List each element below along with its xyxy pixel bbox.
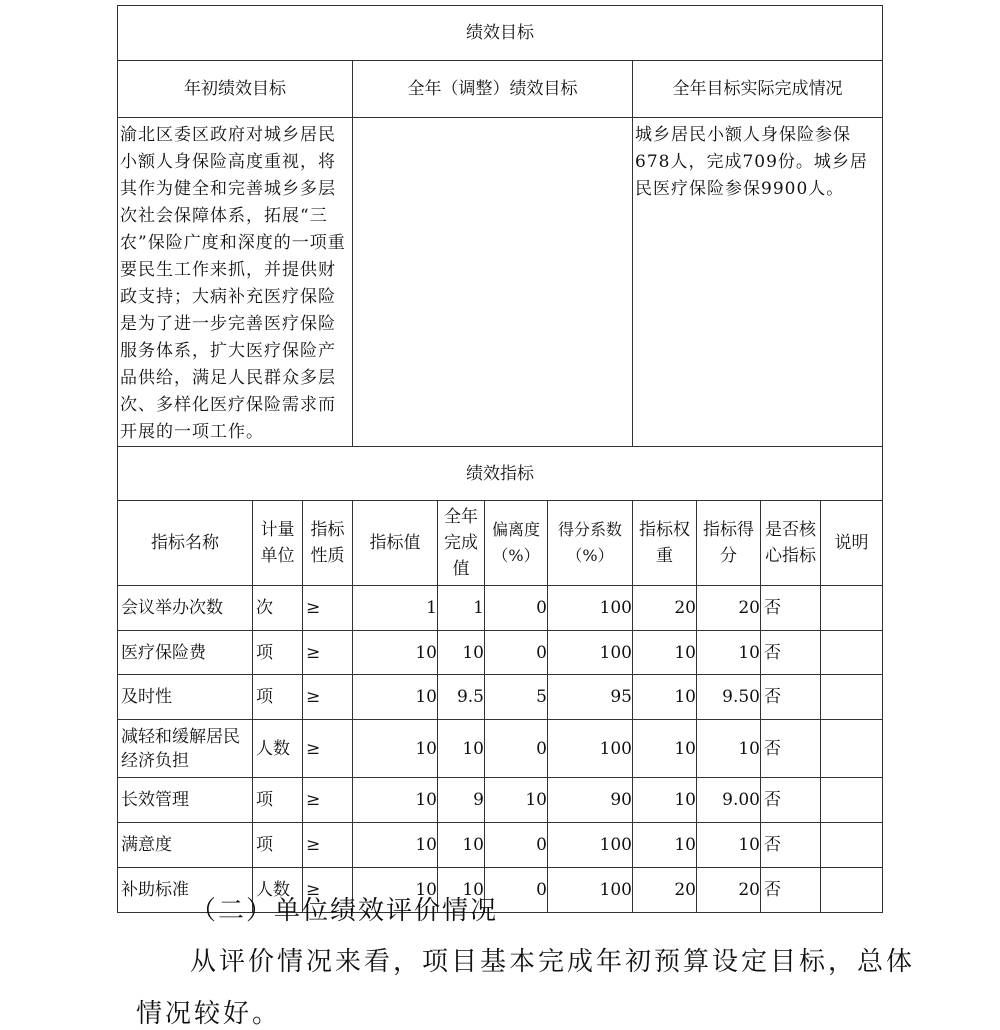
indicator-actual: 10 bbox=[438, 823, 485, 868]
section2-paragraph-line1: 从评价情况来看，项目基本完成年初预算设定目标，总体 bbox=[190, 947, 916, 977]
indicator-target: 10 bbox=[353, 675, 438, 720]
indicator-name: 长效管理 bbox=[118, 778, 253, 823]
indicator-nature: ≥ bbox=[303, 778, 353, 823]
indicator-nature: ≥ bbox=[303, 631, 353, 675]
indicator-deviation: 0 bbox=[485, 631, 548, 675]
indicator-actual: 10 bbox=[438, 868, 485, 913]
indicator-core: 否 bbox=[761, 675, 821, 720]
indicator-note bbox=[821, 868, 883, 913]
indicator-unit: 项 bbox=[253, 631, 303, 675]
indicator-nature: ≥ bbox=[303, 675, 353, 720]
indicator-coef: 95 bbox=[548, 675, 633, 720]
indicators-section-header: 绩效指标 bbox=[118, 447, 883, 501]
col-header-core: 是否核心指标 bbox=[761, 501, 821, 586]
indicator-note bbox=[821, 631, 883, 675]
indicator-note bbox=[821, 823, 883, 868]
indicator-deviation: 0 bbox=[485, 823, 548, 868]
indicator-target: 10 bbox=[353, 720, 438, 778]
col-header-weight: 指标权重 bbox=[633, 501, 697, 586]
indicator-actual: 9.5 bbox=[438, 675, 485, 720]
col-header-target: 指标值 bbox=[353, 501, 438, 586]
indicator-unit: 人数 bbox=[253, 720, 303, 778]
indicator-nature: ≥ bbox=[303, 586, 353, 631]
indicator-core: 否 bbox=[761, 631, 821, 675]
indicator-core: 否 bbox=[761, 586, 821, 631]
indicator-target: 1 bbox=[353, 586, 438, 631]
indicator-unit: 项 bbox=[253, 675, 303, 720]
table-row bbox=[118, 720, 883, 778]
indicator-name: 补助标准 bbox=[118, 868, 253, 913]
table-row bbox=[118, 586, 883, 631]
indicator-actual: 1 bbox=[438, 586, 485, 631]
indicator-name: 会议举办次数 bbox=[118, 586, 253, 631]
indicator-core: 否 bbox=[761, 823, 821, 868]
indicator-name: 减轻和缓解居民经济负担 bbox=[118, 720, 253, 778]
indicator-actual: 10 bbox=[438, 631, 485, 675]
indicator-name: 及时性 bbox=[118, 675, 253, 720]
indicator-deviation: 0 bbox=[485, 720, 548, 778]
col-header-actual: 全年完成值 bbox=[438, 501, 485, 586]
indicator-weight: 10 bbox=[633, 631, 697, 675]
col-header-coef: 得分系数（%） bbox=[548, 501, 633, 586]
indicator-deviation: 0 bbox=[485, 586, 548, 631]
indicator-coef: 100 bbox=[548, 720, 633, 778]
section2-title: （二）单位绩效评价情况 bbox=[190, 896, 499, 926]
indicator-name: 满意度 bbox=[118, 823, 253, 868]
indicator-coef: 100 bbox=[548, 868, 633, 913]
col-header-score: 指标得分 bbox=[697, 501, 761, 586]
indicator-unit: 项 bbox=[253, 778, 303, 823]
indicators-header-row bbox=[118, 501, 883, 586]
table-row bbox=[118, 631, 883, 675]
indicator-unit: 人数 bbox=[253, 868, 303, 913]
indicator-note bbox=[821, 778, 883, 823]
indicator-nature: ≥ bbox=[303, 868, 353, 913]
indicator-nature: ≥ bbox=[303, 720, 353, 778]
indicator-core: 否 bbox=[761, 868, 821, 913]
indicator-unit: 项 bbox=[253, 823, 303, 868]
table-row bbox=[118, 823, 883, 868]
table-row bbox=[118, 675, 883, 720]
indicator-weight: 10 bbox=[633, 823, 697, 868]
indicator-deviation: 0 bbox=[485, 868, 548, 913]
indicator-core: 否 bbox=[761, 720, 821, 778]
section2-paragraph-line2: 情况较好。 bbox=[136, 999, 282, 1029]
goals-initial-text: 渝北区委区政府对城乡居民小额人身保险高度重视，将其作为健全和完善城乡多层次社会保障体系，拓展“三农”保险广度和深度的一项重要民生工作来抓，并提供财政支持；大病补充医疗保险是为了进一步完善医疗保险服务体系，扩大医疗保险产品供给，满足人民群众多层次、多样化医疗保险需求而开展的一项工作。 bbox=[118, 118, 353, 447]
table-row bbox=[118, 778, 883, 823]
indicator-score: 10 bbox=[697, 631, 761, 675]
indicator-weight: 20 bbox=[633, 868, 697, 913]
indicator-nature: ≥ bbox=[303, 823, 353, 868]
indicator-target: 10 bbox=[353, 631, 438, 675]
col-header-unit: 计量单位 bbox=[253, 501, 303, 586]
indicator-score: 10 bbox=[697, 823, 761, 868]
col-header-nature: 指标性质 bbox=[303, 501, 353, 586]
indicator-weight: 10 bbox=[633, 778, 697, 823]
performance-table bbox=[117, 5, 883, 913]
goals-actual-text: 城乡居民小额人身保险参保678人，完成709份。城乡居民医疗保险参保9900人。 bbox=[633, 118, 883, 447]
indicator-note bbox=[821, 586, 883, 631]
indicator-weight: 20 bbox=[633, 586, 697, 631]
indicator-core: 否 bbox=[761, 778, 821, 823]
indicator-name: 医疗保险费 bbox=[118, 631, 253, 675]
indicator-score: 9.00 bbox=[697, 778, 761, 823]
goals-section-header: 绩效目标 bbox=[118, 6, 883, 61]
indicator-unit: 次 bbox=[253, 586, 303, 631]
indicator-score: 20 bbox=[697, 586, 761, 631]
indicator-coef: 90 bbox=[548, 778, 633, 823]
col-header-deviation: 偏离度（%） bbox=[485, 501, 548, 586]
indicator-actual: 10 bbox=[438, 720, 485, 778]
col-header-name: 指标名称 bbox=[118, 501, 253, 586]
goals-adjusted-text bbox=[353, 118, 633, 447]
indicator-note bbox=[821, 720, 883, 778]
indicator-coef: 100 bbox=[548, 631, 633, 675]
col-header-note: 说明 bbox=[821, 501, 883, 586]
indicator-weight: 10 bbox=[633, 675, 697, 720]
indicator-actual: 9 bbox=[438, 778, 485, 823]
indicator-target: 10 bbox=[353, 868, 438, 913]
indicator-deviation: 10 bbox=[485, 778, 548, 823]
goals-col-initial: 年初绩效目标 bbox=[118, 61, 353, 118]
indicator-score: 9.50 bbox=[697, 675, 761, 720]
indicator-note bbox=[821, 675, 883, 720]
indicator-deviation: 5 bbox=[485, 675, 548, 720]
indicator-coef: 100 bbox=[548, 586, 633, 631]
goals-col-adjusted: 全年（调整）绩效目标 bbox=[353, 61, 633, 118]
indicator-score: 20 bbox=[697, 868, 761, 913]
indicator-target: 10 bbox=[353, 778, 438, 823]
indicator-coef: 100 bbox=[548, 823, 633, 868]
indicator-score: 10 bbox=[697, 720, 761, 778]
indicator-target: 10 bbox=[353, 823, 438, 868]
goals-col-actual: 全年目标实际完成情况 bbox=[633, 61, 883, 118]
indicator-weight: 10 bbox=[633, 720, 697, 778]
